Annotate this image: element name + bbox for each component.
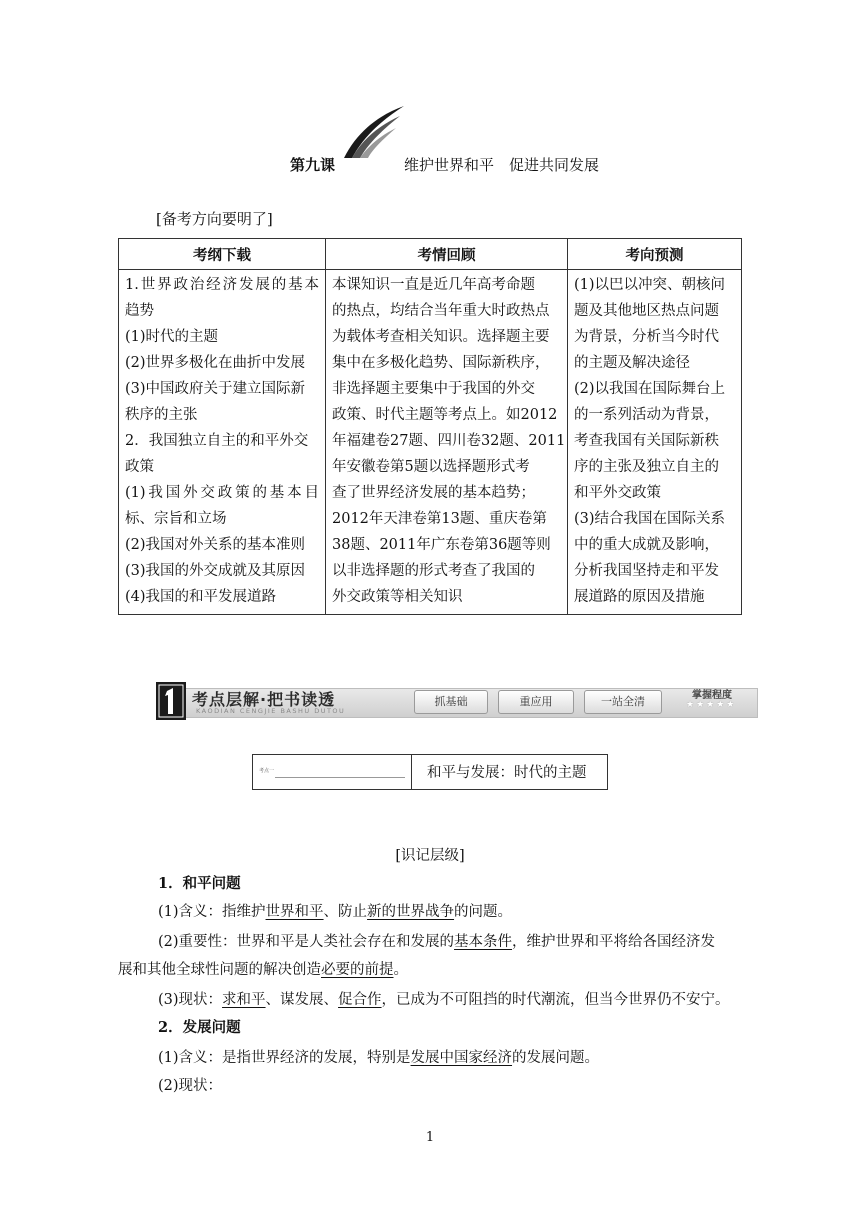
cell-line: 政策 [125,459,154,475]
key-term: 必要的前提 [321,962,394,978]
cell-line: 的热点，均结合当年重大时政热点 [332,303,550,319]
cell-line: 秩序的主张 [125,407,198,423]
paragraph-peace-status [158,990,730,1010]
paragraph-peace-importance-cont [118,960,408,980]
cell-line: 2012年天津卷第13题、重庆卷第 [332,511,547,527]
cell-line: 本课知识一直是近几年高考命题 [332,277,535,293]
text-run: 的问题。 [454,904,513,920]
text-run: (2)重要性：世界和平是人类社会存在和发展的 [158,934,455,950]
key-term: 新的世界战争 [367,904,455,920]
page-number: 1 [425,1130,435,1145]
key-term: 求和平 [222,992,266,1008]
cell-line: (2)以我国在国际舞台上 [574,381,726,397]
text-run: (1)含义：是指世界经济的发展，特别是 [158,1050,411,1066]
text-run: 。 [393,962,408,978]
cell-line: 集中在多极化趋势、国际新秩序， [332,355,550,371]
text-run: 、防止 [323,904,368,920]
text-run: ，维护世界和平将给各国经济发 [512,934,716,950]
cell-line: (1)以巴以冲突、朝核问 [574,277,726,293]
heading-peace: 1．和平问题 [158,875,241,892]
mastery-label: 掌握程度 [692,690,732,701]
cell-line: 年安徽卷第5题以选择题形式考 [332,459,530,475]
cell-line: 序的主张及独立自主的 [574,459,719,475]
text-run: 展和其他全球性问题的解决创造 [118,962,321,978]
cell-line: 38题、2011年广东卷第36题等则 [332,537,551,553]
text-run: ，已成为不可阻挡的时代潮流，但当今世界仍不安宁。 [381,992,730,1008]
cell-line: (3)结合我国在国际关系 [574,511,726,527]
heading-development: 2．发展问题 [158,1019,241,1036]
table-header: 考向预测 [568,239,742,270]
cell-line: 展道路的原因及措施 [574,589,705,605]
cell-line: 政策、时代主题等考点上。如2012 [332,407,558,423]
text-run: (1)含义：指维护 [158,904,266,920]
one-stop-button[interactable]: 一站全清 [584,690,662,714]
cell-line: 的一系列活动为背景， [574,407,719,423]
key-term: 基本条件 [454,934,513,950]
key-term: 促合作 [338,992,382,1008]
topic-tag-area [253,755,412,789]
apply-button[interactable]: 重应用 [498,690,574,714]
forecast-cell [568,270,742,615]
banner-subtitle: KAODIAN CENGJIE BASHU DUTOU [196,707,346,715]
cell-line: 为背景，分析当今时代 [574,329,719,345]
cell-line: (1)我国外交政策的基本目 [125,485,319,501]
cell-line: 查了世界经济发展的基本趋势； [332,485,535,501]
section-label: [备考方向要明了] [156,210,273,228]
cell-line: (4)我国的和平发展道路 [125,589,277,605]
paragraph-development-status: (2)现状： [158,1078,223,1094]
topic-title: 和平与发展：时代的主题 [427,765,587,781]
cell-line: (2)世界多极化在曲折中发展 [125,355,306,371]
cell-line: (2)我国对外关系的基本准则 [125,537,306,553]
paragraph-development-meaning [158,1048,599,1068]
paragraph-peace-importance [158,932,715,952]
topic-box [252,754,608,790]
cell-line: (3)中国政府关于建立国际新 [125,381,306,397]
paragraph-peace-meaning [158,902,512,922]
section-number-icon [156,682,186,720]
cell-line: 以非选择题的形式考查了我国的 [332,563,535,579]
swoosh-logo-icon [342,104,406,160]
cell-line: 考查我国有关国际新秩 [574,433,719,449]
cell-line: 2．我国独立自主的和平外交 [125,433,309,449]
table-header: 考纲下载 [119,239,326,270]
topic-underline [275,777,405,778]
star-rating-icon: ★★★★★ [686,700,737,710]
topic-tag: 考点一 [259,768,275,774]
key-term: 发展中国家经济 [410,1050,513,1066]
mastery-indicator [686,686,754,716]
cell-line: 中的重大成就及影响， [574,537,719,553]
cell-line: 分析我国坚持走和平发 [574,563,719,579]
syllabus-cell [119,270,326,615]
section-banner [156,682,756,720]
text-run: 、谋发展、 [265,992,339,1008]
cell-line: 为载体考查相关知识。选择题主要 [332,329,550,345]
cell-line: 题及其他地区热点问题 [574,303,719,319]
banner-title: 考点层解·把书读透 [192,690,336,709]
cell-line: 年福建卷27题、四川卷32题、2011 [332,433,566,449]
key-term: 世界和平 [265,904,324,920]
cell-line: 和平外交政策 [574,485,661,501]
lesson-header [290,104,650,176]
grasp-basics-button[interactable]: 抓基础 [414,690,488,714]
cell-line: 外交政策等相关知识 [332,589,463,605]
cell-line: 的主题及解决途径 [574,355,690,371]
text-run: (3)现状： [158,992,223,1008]
text-run: 的发展问题。 [512,1050,600,1066]
cell-line: 标、宗旨和立场 [125,511,227,527]
lesson-title: 维护世界和平 促进共同发展 [404,156,600,174]
cell-line: 非选择题主要集中于我国的外交 [332,381,535,397]
table-header: 考情回顾 [326,239,568,270]
lesson-number: 第九课 [290,156,336,174]
cell-line: 趋势 [125,303,154,319]
level-label: [识记层级] [395,848,465,864]
exam-direction-table [118,238,742,615]
cell-line: (3)我国的外交成就及其原因 [125,563,306,579]
review-cell [326,270,568,615]
cell-line: (1)时代的主题 [125,329,219,345]
cell-line: 1.世界政治经济发展的基本 [125,277,319,293]
